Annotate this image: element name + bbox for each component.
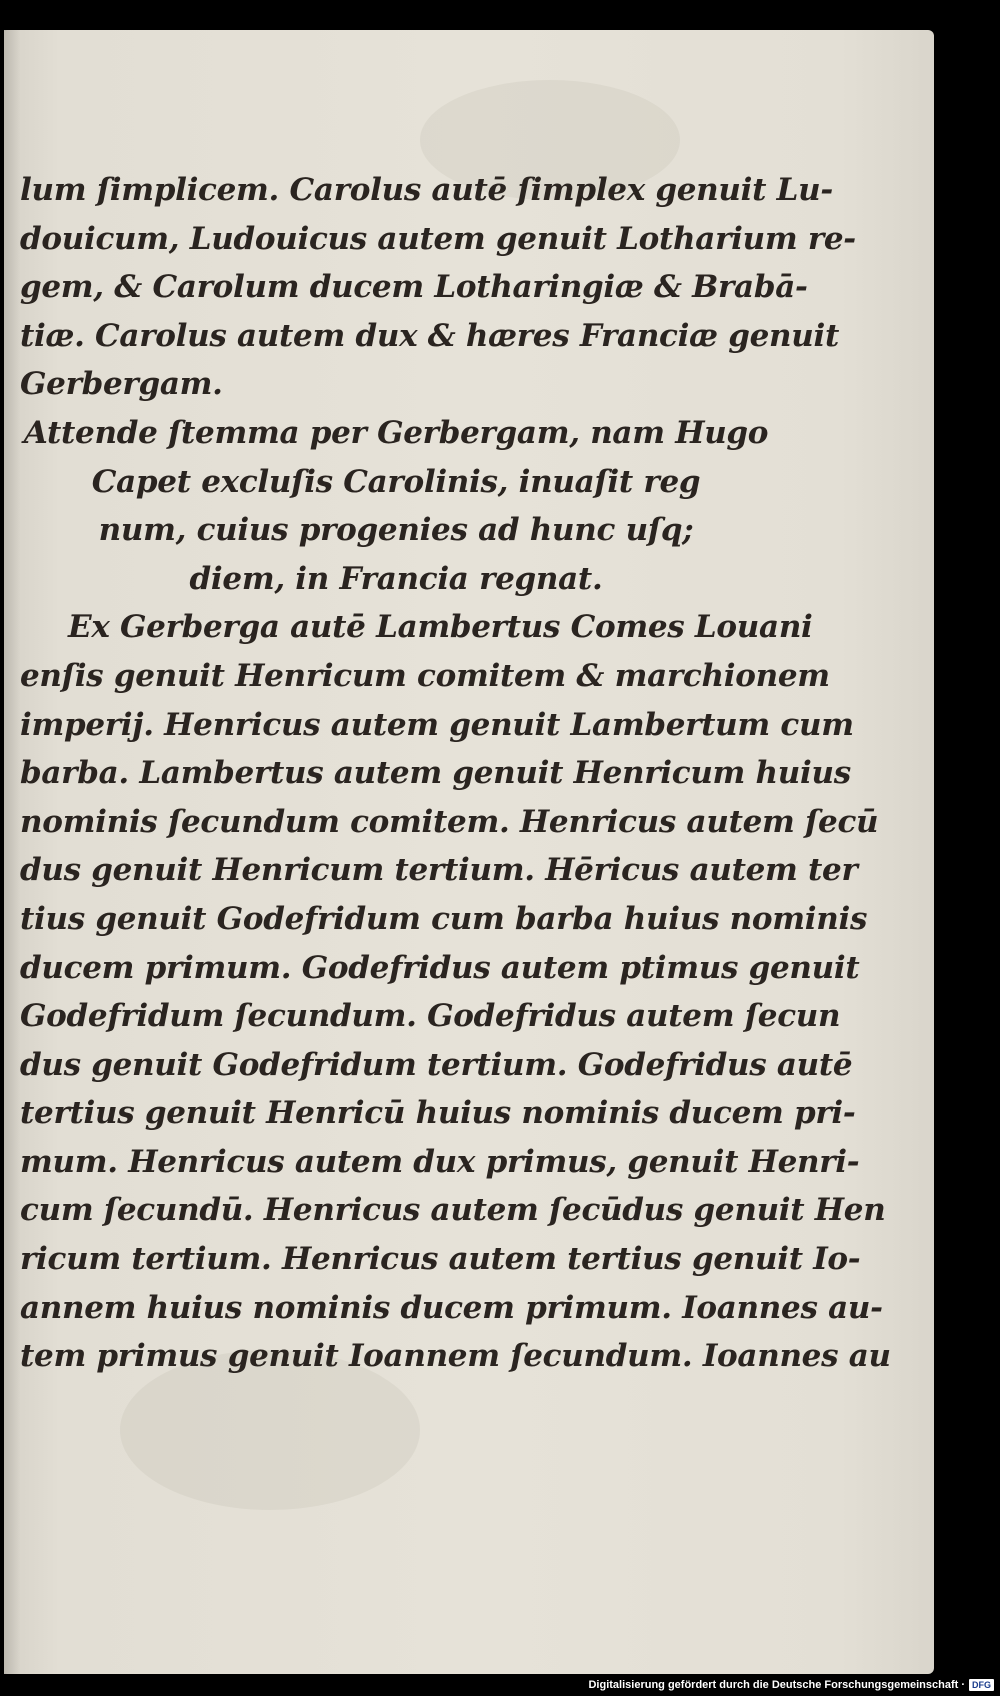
text-line: cum ſecundū. Henricus autem ſecūdus genuit Hen: [20, 1192, 886, 1229]
text-line: Capet excluſis Carolinis, inuaſit reg: [91, 463, 701, 500]
text-line: num, cuius progenies ad hunc uſq;: [98, 512, 694, 549]
text-line: barba. Lambertus autem genuit Henricum huius: [20, 755, 851, 792]
text-line: enſis genuit Henricum comitem & marchionem: [20, 657, 830, 694]
text-line: ducem primum. Godefridus autem ptimus genuit: [20, 949, 860, 986]
text-line: tius genuit Godefridum cum barba huius nominis: [20, 900, 868, 937]
dfg-logo: DFG: [969, 1679, 994, 1691]
text-line: dus genuit Godefridum tertium. Godefridus autē: [20, 1046, 853, 1083]
text-line: diem, in Francia regnat.: [189, 560, 603, 597]
text-line: nominis ſecundum comitem. Henricus autem ſecū: [20, 803, 879, 840]
text-line: lum ſimplicem. Carolus autē ſimplex genuit Lu-: [20, 172, 833, 208]
text-line: mum. Henricus autem dux primus, genuit Henri-: [20, 1143, 860, 1180]
text-line: Godefridum ſecundum. Godefridus autem ſecun: [20, 998, 841, 1035]
page-text: [20, 166, 891, 1381]
text-line: ricum tertium. Henricus autem tertius genuit Io-: [20, 1241, 861, 1278]
text-line: dus genuit Henricum tertium. Hēricus autem ter: [20, 852, 858, 889]
text-line: Ex Gerberga autē Lambertus Comes Louani: [68, 609, 813, 646]
text-line: tiæ. Carolus autem dux & hæres Franciæ genuit: [20, 317, 839, 354]
footer-credit-text: Digitalisierung gefördert durch die Deutsche Forschungsgemeinschaft ·: [588, 1679, 965, 1691]
text-line: Attende ſtemma per Gerbergam, nam Hugo: [23, 414, 769, 451]
text-line: annem huius nominis ducem primum. Ioannes au-: [20, 1289, 883, 1326]
text-line: tem primus genuit Ioannem ſecundum. Ioannes au: [20, 1338, 891, 1375]
footer-credit: [588, 1676, 994, 1694]
page-gutter-shadow: [4, 30, 20, 1674]
text-line: tertius genuit Henricū huius nominis ducem pri-: [20, 1095, 856, 1132]
text-line: Gerbergam.: [20, 366, 223, 403]
text-line: douicum, Ludouicus autem genuit Lotharium re-: [20, 220, 856, 257]
text-line: gem, & Carolum ducem Lotharingiæ & Brabā-: [20, 269, 808, 306]
text-line: imperij. Henricus autem genuit Lambertum cum: [20, 706, 854, 743]
